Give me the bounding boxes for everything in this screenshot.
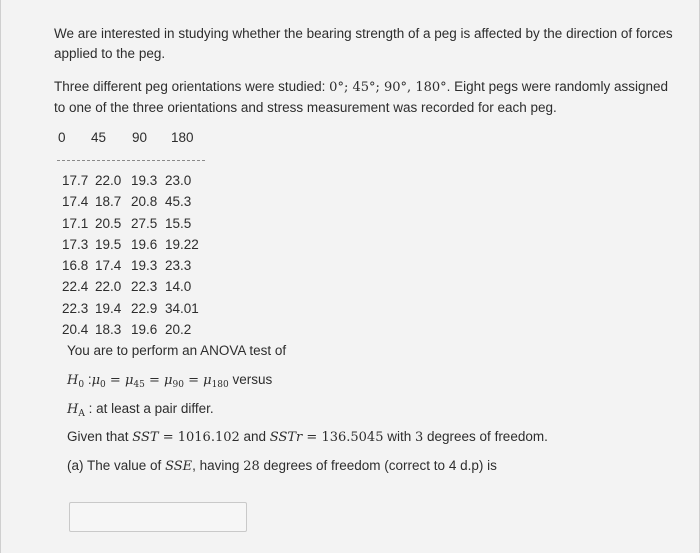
- table-header-cell: 0: [58, 130, 66, 145]
- question-a: [67, 457, 497, 476]
- alternative-hypothesis: [67, 400, 214, 423]
- table-cell: 17.3: [62, 236, 89, 252]
- table-divider: [57, 160, 205, 161]
- table-cell: 23.0: [165, 173, 192, 188]
- h0-subscript: 0: [78, 380, 85, 390]
- given-text: Given that: [67, 429, 133, 444]
- table-row: [62, 191, 212, 212]
- table-cell: 17.4: [95, 258, 122, 274]
- table-cell: 20.2: [165, 322, 192, 338]
- orientations-text-post: . Eight pegs were randomly assigned to one of the three orientations and stress measurement was recorded for each peg.: [54, 79, 669, 115]
- table-row: [62, 255, 212, 276]
- table-cell: 45.3: [165, 194, 192, 210]
- equals-sign: =: [144, 373, 165, 388]
- anova-intro: You are to perform an ANOVA test of: [67, 343, 287, 358]
- table-cell: 18.7: [95, 194, 122, 210]
- table-cell: 20.4: [62, 322, 89, 338]
- table-cell: 19.5: [95, 236, 122, 252]
- equals-sign: =: [183, 373, 204, 388]
- table-cell: 17.1: [62, 215, 89, 231]
- question-text-post: degrees of freedom (correct to 4 d.p) is: [259, 458, 497, 473]
- equals-sign: =: [158, 430, 178, 445]
- orientations-angles: 0°; 45°; 90°, 180°: [329, 80, 447, 95]
- table-cell: 23.3: [165, 258, 192, 274]
- table-row: [62, 298, 212, 319]
- table-cell: 20.8: [131, 194, 158, 210]
- and-text: and: [239, 429, 270, 444]
- table-cell: 22.4: [62, 279, 89, 295]
- table-header-cell: 180: [171, 130, 194, 145]
- equals-sign: =: [105, 373, 125, 388]
- answer-input[interactable]: [69, 502, 247, 532]
- question-text: (a) The value of: [67, 458, 166, 473]
- table-cell: 19.6: [131, 322, 158, 338]
- mu-symbol: μ: [203, 373, 212, 388]
- mu-subscript: 90: [172, 380, 184, 390]
- given-statement: [67, 428, 548, 447]
- table-cell: 19.3: [131, 258, 158, 274]
- question-text-mid: , having: [192, 458, 244, 473]
- table-cell: 15.5: [165, 215, 192, 231]
- mu-symbol: μ: [164, 373, 173, 388]
- ha-subscript: A: [78, 409, 85, 419]
- table-cell: 22.0: [95, 173, 122, 188]
- table-row: [62, 213, 212, 234]
- table-row: [62, 170, 212, 191]
- table-cell: 18.3: [95, 322, 122, 338]
- sse-symbol: SSE: [165, 459, 193, 474]
- table-cell: 20.5: [95, 215, 122, 231]
- ha-text: : at least a pair differ.: [84, 401, 214, 416]
- table-cell: 22.9: [131, 300, 158, 316]
- df-value: 3: [414, 430, 424, 445]
- mu-subscript: 180: [211, 380, 229, 390]
- table-cell: 27.5: [131, 215, 158, 231]
- ha-symbol: H: [67, 402, 79, 417]
- table-cell: 19.4: [95, 300, 122, 316]
- table-cell: 16.8: [62, 258, 89, 274]
- h0-symbol: H: [67, 373, 79, 388]
- table-row: [62, 319, 212, 340]
- table-row: [62, 276, 212, 297]
- sst-symbol: SST: [132, 430, 159, 445]
- null-hypothesis: [67, 371, 272, 394]
- intro-paragraph: We are interested in studying whether the bearing strength of a peg is affected by the direction of forces applied to the peg.: [54, 26, 673, 61]
- mu-symbol: μ: [124, 373, 134, 388]
- with-text: with: [383, 429, 415, 444]
- table-cell: 34.01: [165, 300, 199, 316]
- data-table: [62, 170, 212, 340]
- h0-colon: :: [84, 372, 92, 387]
- orientations-text-pre: Three different peg orientations were studied:: [54, 79, 330, 94]
- table-cell: 19.6: [131, 236, 158, 252]
- versus-text: versus: [228, 372, 273, 387]
- orientations-paragraph: [54, 77, 674, 118]
- table-cell: 19.3: [131, 173, 158, 188]
- table-cell: 17.7: [62, 173, 89, 188]
- mu-subscript: 0: [100, 380, 106, 390]
- table-cell: 19.22: [165, 236, 199, 252]
- table-row: [62, 234, 212, 255]
- df-text: degrees of freedom.: [423, 429, 548, 444]
- sstr-value: 136.5045: [321, 430, 384, 445]
- mu-symbol: μ: [91, 373, 101, 388]
- table-cell: 14.0: [165, 279, 192, 295]
- sstr-symbol: SSTr: [269, 430, 303, 445]
- equals-sign: =: [302, 430, 322, 445]
- table-header-cell: 90: [132, 130, 148, 145]
- table-cell: 22.3: [131, 279, 158, 295]
- table-cell: 17.4: [62, 194, 89, 210]
- sst-value: 1016.102: [177, 430, 240, 445]
- table-cell: 22.3: [62, 300, 89, 316]
- mu-subscript: 45: [133, 380, 145, 390]
- table-header-cell: 45: [91, 130, 107, 145]
- question-df-value: 28: [243, 459, 260, 474]
- table-cell: 22.0: [95, 279, 122, 295]
